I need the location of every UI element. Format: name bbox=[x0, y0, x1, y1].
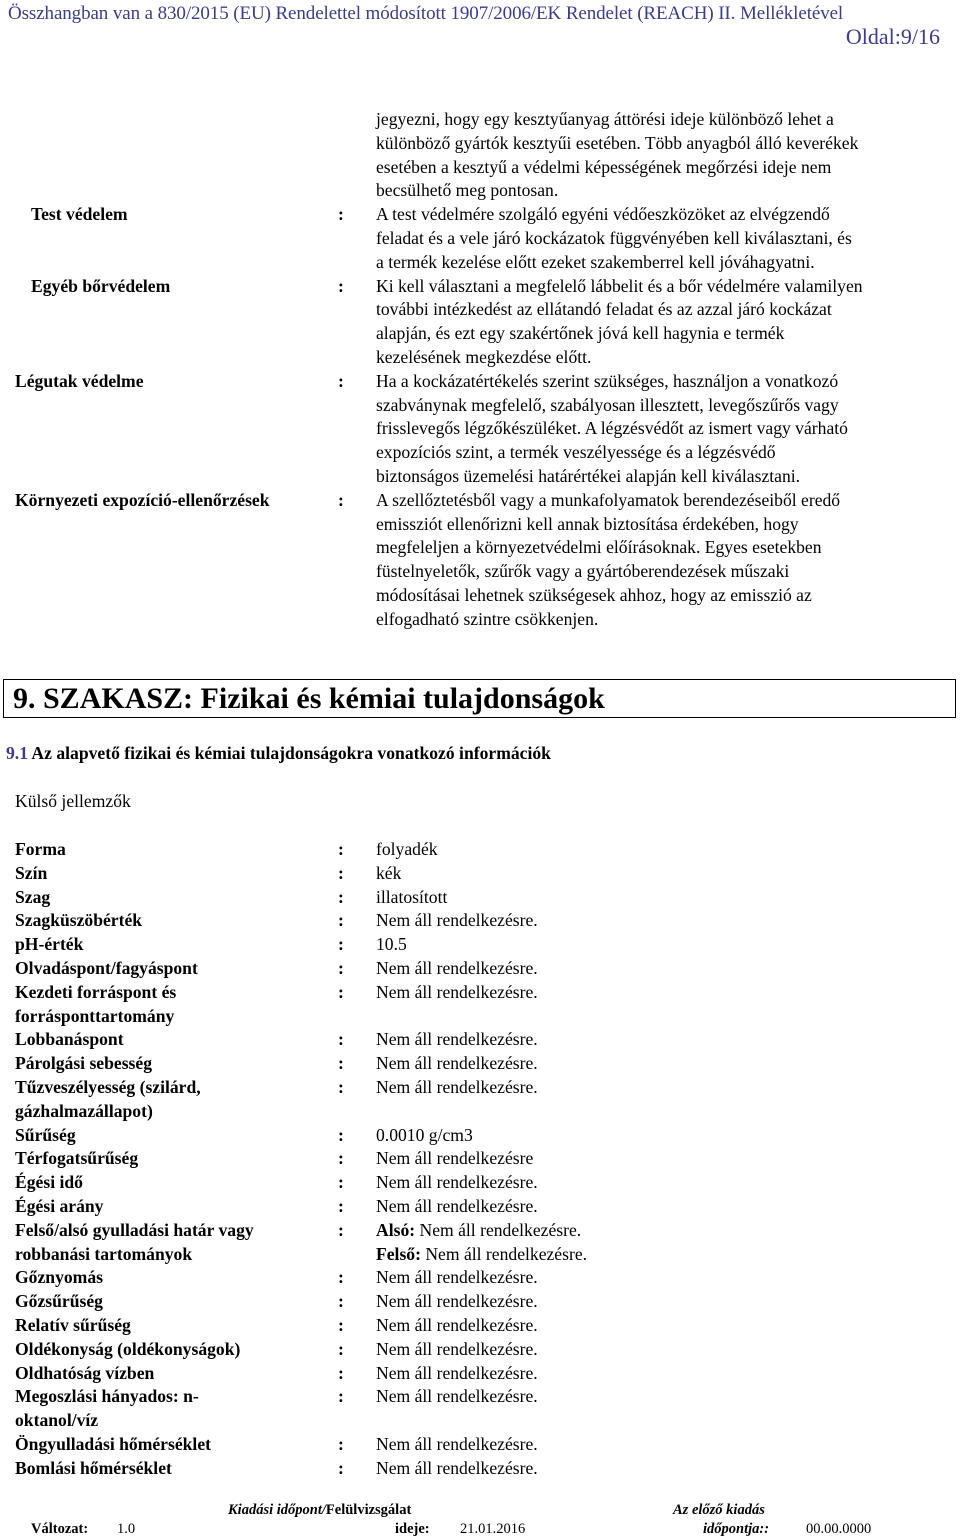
value-prefix: Alsó: bbox=[376, 1219, 416, 1240]
property-label: Égési arány bbox=[15, 1196, 104, 1216]
colon-separator: : bbox=[338, 1196, 344, 1216]
glove-text-line: különböző gyártók kesztyűi esetében. Több anyagból álló keverékek bbox=[376, 132, 859, 153]
protection-label: Test védelem bbox=[31, 204, 128, 225]
property-value: 0.0010 g/cm3 bbox=[376, 1124, 473, 1145]
colon-separator: : bbox=[338, 862, 344, 883]
protection-text-line: kezelésének megkezdése előtt. bbox=[376, 347, 592, 367]
colon-separator: : bbox=[338, 1267, 344, 1288]
property-label: Bomlási hőmérséklet bbox=[15, 1457, 172, 1478]
colon-separator: : bbox=[338, 204, 344, 225]
property-label: Égési idő bbox=[15, 1172, 83, 1193]
colon-separator: : bbox=[338, 1124, 344, 1145]
glove-text-line: jegyezni, hogy egy kesztyűanyag áttörési ideje különböző lehet a bbox=[376, 109, 834, 129]
property-value: Nem áll rendelkezésre. bbox=[376, 981, 538, 1002]
property-label: oktanol/víz bbox=[15, 1410, 99, 1431]
colon-separator: : bbox=[338, 1315, 344, 1335]
property-label: Sűrűség bbox=[15, 1124, 76, 1145]
property-value: Nem áll rendelkezésre. bbox=[376, 1434, 538, 1454]
property-value: Nem áll rendelkezésre. bbox=[376, 1196, 538, 1216]
property-value: kék bbox=[376, 862, 402, 883]
colon-separator: : bbox=[338, 370, 344, 391]
colon-separator: : bbox=[338, 1338, 344, 1359]
property-label: Felső/alsó gyulladási határ vagy bbox=[15, 1219, 254, 1240]
property-value: 10.5 bbox=[376, 934, 407, 955]
protection-text-line: frisslevegős légzőkészüléket. A légzésvédőt az ismert vagy várható bbox=[376, 418, 848, 439]
colon-separator: : bbox=[338, 1148, 344, 1169]
property-label: Térfogatsűrűség bbox=[15, 1148, 139, 1169]
subsection-number: 9.1 bbox=[6, 743, 28, 763]
footer-issue-label-a: Kiadási időpont/ bbox=[228, 1502, 326, 1518]
protection-text-line: alapján, és ezt egy szakértőnek jóvá kell hagynia e termék bbox=[376, 323, 785, 344]
protection-label: Környezeti expozíció-ellenőrzések bbox=[15, 489, 270, 510]
property-label: Megoszlási hányados: n- bbox=[15, 1386, 199, 1407]
glove-text-line: becsülhető meg pontosan. bbox=[376, 180, 559, 201]
protection-text-line: módosításai lehetnek szükségesek ahhoz, hogy az emisszió az bbox=[376, 585, 812, 605]
page-number: Oldal:9/16 bbox=[845, 24, 940, 49]
property-label: Kezdeti forráspont és bbox=[15, 981, 177, 1002]
property-value: Nem áll rendelkezésre. bbox=[376, 1267, 538, 1288]
property-value: Nem áll rendelkezésre. bbox=[376, 1386, 538, 1407]
colon-separator: : bbox=[338, 1362, 344, 1383]
protection-text-line: további intézkedést az ellátandó feladat és az azzal járó kockázat bbox=[376, 299, 832, 320]
protection-label: Légutak védelme bbox=[15, 370, 144, 391]
property-value: Nem áll rendelkezésre. bbox=[376, 1053, 538, 1074]
property-label: Oldhatóság vízben bbox=[15, 1362, 155, 1383]
property-value: Nem áll rendelkezésre bbox=[376, 1148, 534, 1169]
property-value: Nem áll rendelkezésre. bbox=[376, 1077, 538, 1097]
colon-separator: : bbox=[338, 1386, 344, 1407]
colon-separator: : bbox=[338, 981, 344, 1002]
footer-version-label: Változat: bbox=[31, 1521, 89, 1537]
footer-issue-date: 21.01.2016 bbox=[460, 1521, 526, 1537]
colon-separator: : bbox=[338, 1053, 344, 1074]
property-value: Nem áll rendelkezésre. bbox=[376, 1291, 538, 1312]
property-value bbox=[376, 1243, 587, 1267]
property-label: Lobbanáspont bbox=[15, 1029, 124, 1050]
footer-version: 1.0 bbox=[117, 1521, 136, 1537]
protection-text-line: Ha a kockázatértékelés szerint szükséges, használjon a vonatkozó bbox=[376, 370, 839, 391]
colon-separator: : bbox=[338, 275, 344, 296]
property-label: Szagküszöbérték bbox=[15, 910, 143, 931]
property-label: Forma bbox=[15, 839, 66, 859]
colon-separator: : bbox=[338, 886, 344, 907]
protection-text-line: A test védelmére szolgáló egyéni védőeszközöket az elvégzendő bbox=[376, 204, 830, 225]
protection-label: Egyéb bőrvédelem bbox=[31, 275, 171, 296]
property-value: Nem áll rendelkezésre. bbox=[376, 958, 538, 978]
property-label: Olvadáspont/fagyáspont bbox=[15, 958, 198, 978]
footer-prev-date: 00.00.0000 bbox=[806, 1521, 872, 1537]
colon-separator: : bbox=[338, 1077, 344, 1097]
value-text: Nem áll rendelkezésre. bbox=[420, 1243, 588, 1264]
property-value: Nem áll rendelkezésre. bbox=[376, 910, 538, 931]
appearance-heading: Külső jellemzők bbox=[15, 791, 131, 811]
colon-separator: : bbox=[338, 1434, 344, 1454]
protection-text-line: biztonságos üzemelési határértékei alapján kell kiválasztani. bbox=[376, 466, 801, 486]
property-label: Relatív sűrűség bbox=[15, 1315, 131, 1335]
protection-text-line: expozíciós szint, a termék veszélyessége és a légzésvédő bbox=[376, 442, 776, 463]
protection-text-line: füstelnyeletők, szűrők vagy a gyártóberendezések műszaki bbox=[376, 561, 790, 582]
property-label: gázhalmazállapot) bbox=[15, 1100, 153, 1121]
footer-issue-label-b: Felülvizsgálat bbox=[325, 1502, 412, 1518]
protection-text-line: megfeleljen a környezetvédelmi előírásoknak. Egyes esetekben bbox=[376, 537, 822, 558]
document-regulation-header: Összhangban van a 830/2015 (EU) Rendelettel módosított 1907/2006/EK Rendelet (REACH) II. Mellékletével bbox=[8, 3, 844, 24]
colon-separator: : bbox=[338, 958, 344, 978]
property-value: Nem áll rendelkezésre. bbox=[376, 1338, 538, 1359]
property-value: Nem áll rendelkezésre. bbox=[376, 1172, 538, 1193]
property-label: Öngyulladási hőmérséklet bbox=[15, 1434, 211, 1454]
footer-issue-label bbox=[228, 1502, 411, 1519]
subsection-9-1-title bbox=[6, 743, 551, 764]
property-value: illatosított bbox=[376, 886, 448, 907]
property-label: Oldékonyság (oldékonyságok) bbox=[15, 1338, 241, 1359]
protection-text-line: a termék kezelése előtt ezeket szakemberrel kell jóváhagyatni. bbox=[376, 251, 815, 272]
protection-text-line: szabványnak megfelelő, szabályosan illesztett, levegőszűrős vagy bbox=[376, 394, 839, 415]
property-value: Nem áll rendelkezésre. bbox=[376, 1362, 538, 1383]
property-value bbox=[376, 1219, 581, 1243]
property-label: Szag bbox=[15, 886, 51, 907]
property-label: forrásponttartomány bbox=[15, 1005, 175, 1026]
property-label: robbanási tartományok bbox=[15, 1243, 193, 1264]
protection-text-line: emissziót ellenőrizni kell annak biztosítása érdekében, hogy bbox=[376, 513, 799, 534]
footer-issue-label-c: ideje: bbox=[395, 1521, 430, 1537]
colon-separator: : bbox=[338, 839, 344, 859]
property-label: pH-érték bbox=[15, 934, 84, 955]
property-value: Nem áll rendelkezésre. bbox=[376, 1029, 538, 1050]
colon-separator: : bbox=[338, 1219, 344, 1240]
glove-text-line: esetében a kesztyű a védelmi képességének megőrzési ideje nem bbox=[376, 156, 832, 177]
footer-prev-label-b: időpontja:: bbox=[703, 1521, 770, 1537]
colon-separator: : bbox=[338, 1457, 344, 1478]
value-prefix: Felső: bbox=[376, 1243, 421, 1264]
protection-text-line: A szellőztetésből vagy a munkafolyamatok berendezéseiből eredő bbox=[376, 489, 841, 510]
property-label: Tűzveszélyesség (szilárd, bbox=[15, 1077, 201, 1097]
colon-separator: : bbox=[338, 1291, 344, 1312]
property-label: Párolgási sebesség bbox=[15, 1053, 152, 1074]
property-value: Nem áll rendelkezésre. bbox=[376, 1457, 538, 1478]
protection-text-line: elfogadható szintre csökkenjen. bbox=[376, 608, 599, 629]
colon-separator: : bbox=[338, 910, 344, 931]
section-9-title: 9. SZAKASZ: Fizikai és kémiai tulajdonságok bbox=[13, 682, 605, 715]
property-label: Gőzsűrűség bbox=[15, 1291, 103, 1312]
protection-text-line: feladat és a vele járó kockázatok függvényében kell kiválasztani, és bbox=[376, 228, 852, 248]
colon-separator: : bbox=[338, 1172, 344, 1193]
value-text: Nem áll rendelkezésre. bbox=[415, 1219, 582, 1240]
property-value: Nem áll rendelkezésre. bbox=[376, 1315, 538, 1335]
property-label: Szín bbox=[15, 862, 48, 883]
property-label: Gőznyomás bbox=[15, 1267, 103, 1288]
footer-prev-label: Az előző kiadás bbox=[673, 1502, 765, 1518]
protection-text-line: Ki kell választani a megfelelő lábbelit és a bőr védelmére valamilyen bbox=[376, 275, 863, 296]
subsection-text: Az alapvető fizikai és kémiai tulajdonságokra vonatkozó információk bbox=[28, 743, 551, 763]
colon-separator: : bbox=[338, 934, 344, 955]
property-value: folyadék bbox=[376, 839, 438, 859]
colon-separator: : bbox=[338, 1029, 344, 1050]
colon-separator: : bbox=[338, 489, 344, 510]
